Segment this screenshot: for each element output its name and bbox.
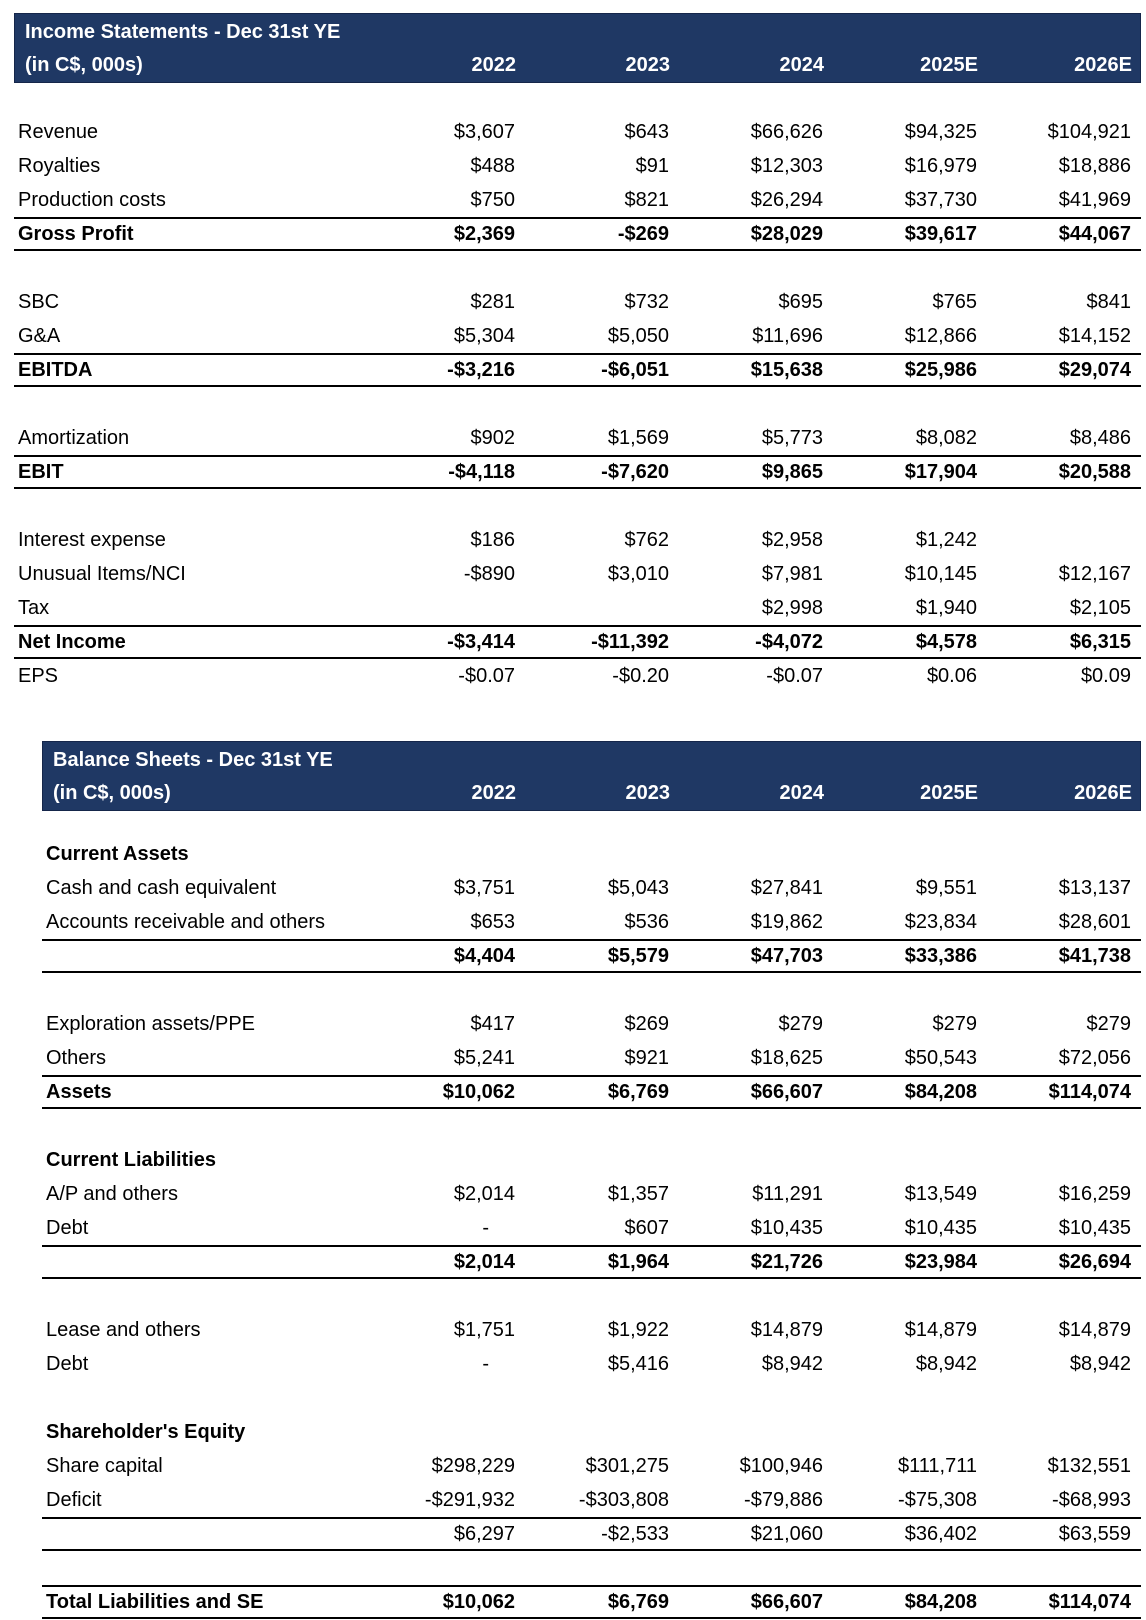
year-column-header: 2025E [920,782,978,804]
row-value: - [482,1217,489,1239]
table-row [14,149,1141,183]
row-value: $13,137 [1058,877,1131,899]
balance-sheet [42,741,1141,1619]
row-value: $114,074 [1048,1591,1131,1613]
row-value: $2,014 [453,1183,515,1205]
row-label: Royalties [18,155,101,177]
balance-sheet-rows [42,811,1141,1619]
row-label: Deficit [46,1489,102,1511]
row-value: $29,074 [1058,359,1131,381]
row-label: EPS [18,665,59,687]
table-row [14,353,1141,387]
row-value: $3,607 [453,121,515,143]
spacer-row [42,1279,1141,1313]
row-value: $279 [932,1013,977,1035]
income-statement-rows [14,83,1141,693]
row-value: $1,357 [607,1183,669,1205]
spacer-row [14,489,1141,523]
spacer-row [42,973,1141,1007]
row-value: $1,751 [453,1319,515,1341]
row-value: $9,551 [915,877,977,899]
year-column-header: 2026E [1074,782,1132,804]
row-value: $10,435 [1058,1217,1131,1239]
row-value: $301,275 [585,1455,669,1477]
row-value: -$0.07 [458,665,515,687]
row-value: $1,940 [915,597,977,619]
row-value: $12,167 [1058,563,1131,585]
row-value: $0.09 [1080,665,1131,687]
row-value: $488 [470,155,515,177]
table-row [42,939,1141,973]
row-label: Others [46,1047,107,1069]
year-column-header: 2024 [779,54,824,76]
balance-sheet-header [42,741,1141,811]
row-value: $5,043 [607,877,669,899]
year-column-header: 2026E [1074,54,1132,76]
row-value: $921 [624,1047,669,1069]
row-value: $5,579 [607,945,669,967]
table-row [42,1449,1141,1483]
spacer-row [14,387,1141,421]
row-label: Revenue [18,121,99,143]
row-label: Lease and others [46,1319,201,1341]
row-value: $41,738 [1058,945,1131,967]
row-value: $36,402 [904,1523,977,1545]
table-row [14,285,1141,319]
row-value: $91 [635,155,669,177]
row-value: $27,841 [750,877,823,899]
row-label: Production costs [18,189,166,211]
table-row [14,455,1141,489]
balance-sheet-title: Balance Sheets - Dec 31st YE [53,749,333,771]
table-row [14,625,1141,659]
row-value: $8,486 [1069,427,1131,449]
row-value: $3,010 [607,563,669,585]
row-value: $2,998 [761,597,823,619]
row-value: $10,145 [904,563,977,585]
table-row [14,217,1141,251]
row-value: $732 [624,291,669,313]
spacer-row [14,251,1141,285]
row-label: Exploration assets/PPE [46,1013,255,1035]
row-value: -$68,993 [1052,1489,1131,1511]
row-value: $84,208 [904,1081,977,1103]
table-row [42,1143,1141,1177]
row-value: $1,964 [607,1251,669,1273]
row-value: $750 [470,189,515,211]
row-value: $6,769 [607,1081,669,1103]
row-value: $94,325 [904,121,977,143]
row-value: $6,297 [453,1523,515,1545]
row-value: -$0.20 [612,665,669,687]
row-value: $14,879 [1058,1319,1131,1341]
row-value: $186 [470,529,515,551]
table-row [14,115,1141,149]
row-value: $66,607 [750,1591,823,1613]
row-label: Debt [46,1217,89,1239]
row-value: $11,291 [752,1183,823,1205]
row-value: -$269 [617,223,669,245]
row-value: $298,229 [431,1455,515,1477]
table-row [14,659,1141,693]
row-value: $28,601 [1058,911,1131,933]
row-value: $902 [470,427,515,449]
units-label: (in C$, 000s) [25,54,143,76]
row-value: $1,922 [607,1319,669,1341]
row-label: Current Assets [46,843,189,865]
row-value: $4,404 [453,945,515,967]
income-statement [14,13,1141,693]
table-row [42,1347,1141,1381]
row-value: $16,259 [1058,1183,1131,1205]
row-value: $12,866 [904,325,977,347]
row-value: $695 [778,291,823,313]
year-column-header: 2022 [471,782,516,804]
income-statement-subheader [15,49,1140,82]
table-row [42,1041,1141,1075]
row-value: $5,304 [453,325,515,347]
row-label: Unusual Items/NCI [18,563,186,585]
row-value: $44,067 [1058,223,1131,245]
year-column-header: 2022 [471,54,516,76]
table-row [42,1585,1141,1619]
row-value: $653 [470,911,515,933]
row-value: $26,694 [1058,1251,1131,1273]
row-value: $762 [624,529,669,551]
row-value: $37,730 [904,189,977,211]
row-value: $2,958 [761,529,823,551]
row-value: $25,986 [904,359,977,381]
row-value: $643 [624,121,669,143]
row-value: $281 [470,291,515,313]
table-row [42,1483,1141,1517]
row-value: $8,942 [915,1353,977,1375]
table-row [42,1075,1141,1109]
row-value: $12,303 [750,155,823,177]
row-value: $10,435 [904,1217,977,1239]
row-value: -$4,072 [755,631,823,653]
spacer-row [42,1381,1141,1415]
row-value: $23,984 [904,1251,977,1273]
row-label: EBIT [18,461,64,483]
row-value: $841 [1086,291,1131,313]
row-value: $23,834 [904,911,977,933]
row-label: Current Liabilities [46,1149,217,1171]
row-value: -$3,414 [447,631,515,653]
table-row [42,1245,1141,1279]
row-value: $33,386 [904,945,977,967]
table-row [14,319,1141,353]
row-value: $279 [778,1013,823,1035]
row-value: $1,242 [915,529,977,551]
row-value: $2,105 [1069,597,1131,619]
table-row [42,1007,1141,1041]
row-value: $50,543 [904,1047,977,1069]
year-column-header: 2023 [625,54,670,76]
row-value: $132,551 [1047,1455,1131,1477]
row-value: -$4,118 [448,461,515,483]
table-row [14,183,1141,217]
row-value: -$7,620 [601,461,669,483]
row-value: $28,029 [750,223,823,245]
row-value: $111,711 [898,1455,977,1477]
table-row [42,1211,1141,1245]
row-label: Accounts receivable and others [46,911,326,933]
table-row [42,871,1141,905]
row-value: $765 [932,291,977,313]
row-label: Assets [46,1081,112,1103]
table-row [42,1415,1141,1449]
table-row [42,1177,1141,1211]
row-value: -$3,216 [447,359,515,381]
income-statement-title: Income Statements - Dec 31st YE [25,21,341,43]
table-row [42,837,1141,871]
year-column-header: 2025E [920,54,978,76]
table-row [42,1517,1141,1551]
row-value: $2,369 [453,223,515,245]
row-value: $8,082 [915,427,977,449]
row-value: -$75,308 [898,1489,977,1511]
row-value: $10,062 [442,1081,515,1103]
row-label: Total Liabilities and SE [46,1591,264,1613]
row-value: $17,904 [904,461,977,483]
row-value: $84,208 [904,1591,977,1613]
income-statement-header [14,13,1141,83]
table-row [42,1313,1141,1347]
row-value: $5,416 [607,1353,669,1375]
row-value: $14,152 [1058,325,1131,347]
row-value: $607 [624,1217,669,1239]
row-value: -$11,392 [591,631,669,653]
row-value: $72,056 [1058,1047,1131,1069]
row-value: $7,981 [761,563,823,585]
row-label: Net Income [18,631,126,653]
table-row [14,557,1141,591]
row-value: $9,865 [761,461,823,483]
row-value: $114,074 [1048,1081,1131,1103]
row-value: $2,014 [453,1251,515,1273]
row-label: EBITDA [18,359,93,381]
row-value: $18,886 [1058,155,1131,177]
row-value: $3,751 [453,877,515,899]
row-value: $47,703 [750,945,823,967]
row-value: $8,942 [1069,1353,1131,1375]
row-value: $21,060 [750,1523,823,1545]
row-label: Share capital [46,1455,163,1477]
row-value: $14,879 [904,1319,977,1341]
row-value: $14,879 [750,1319,823,1341]
row-value: $5,050 [607,325,669,347]
row-value: $26,294 [750,189,823,211]
row-value: -$890 [463,563,515,585]
row-value: -$2,533 [601,1523,669,1545]
row-value: $63,559 [1058,1523,1131,1545]
row-value: $417 [470,1013,515,1035]
row-value: $8,942 [761,1353,823,1375]
row-label: Cash and cash equivalent [46,877,277,899]
row-value: $6,315 [1069,631,1131,653]
row-value: $19,862 [750,911,823,933]
row-label: G&A [18,325,61,347]
year-column-header: 2023 [625,782,670,804]
spacer-row [42,1551,1141,1585]
row-value: $821 [624,189,669,211]
row-value: $21,726 [750,1251,823,1273]
table-row [14,523,1141,557]
table-row [14,591,1141,625]
row-value: $5,241 [453,1047,515,1069]
row-value: $1,569 [607,427,669,449]
row-value: $20,588 [1058,461,1131,483]
row-label: A/P and others [46,1183,178,1205]
row-label: Amortization [18,427,130,449]
row-value: $269 [624,1013,669,1035]
row-value: -$0.07 [766,665,823,687]
row-label: Tax [18,597,50,619]
row-label: Shareholder's Equity [46,1421,246,1443]
row-value: $536 [624,911,669,933]
row-value: $66,626 [750,121,823,143]
row-label: Interest expense [18,529,166,551]
balance-sheet-subheader [43,777,1140,810]
row-value: $41,969 [1058,189,1131,211]
row-value: $6,769 [607,1591,669,1613]
row-value: $66,607 [750,1081,823,1103]
row-value: $18,625 [750,1047,823,1069]
year-column-header: 2024 [779,782,824,804]
row-value: $10,062 [442,1591,515,1613]
row-value: $104,921 [1047,121,1131,143]
row-label: SBC [18,291,60,313]
row-value: -$79,886 [744,1489,823,1511]
row-value: $0.06 [926,665,977,687]
row-value: -$291,932 [424,1489,515,1511]
row-value: $13,549 [904,1183,977,1205]
row-value: $10,435 [750,1217,823,1239]
row-value: - [482,1353,489,1375]
table-row [14,421,1141,455]
row-value: -$303,808 [578,1489,669,1511]
row-value: $16,979 [904,155,977,177]
row-value: $4,578 [915,631,977,653]
table-row [42,905,1141,939]
row-value: $279 [1086,1013,1131,1035]
row-value: -$6,051 [601,359,669,381]
row-value: $5,773 [761,427,823,449]
row-value: $15,638 [750,359,823,381]
units-label: (in C$, 000s) [53,782,171,804]
row-value: $39,617 [904,223,977,245]
spacer-row [42,1109,1141,1143]
row-label: Debt [46,1353,89,1375]
row-label: Gross Profit [18,223,134,245]
row-value: $11,696 [752,325,823,347]
row-value: $100,946 [739,1455,823,1477]
